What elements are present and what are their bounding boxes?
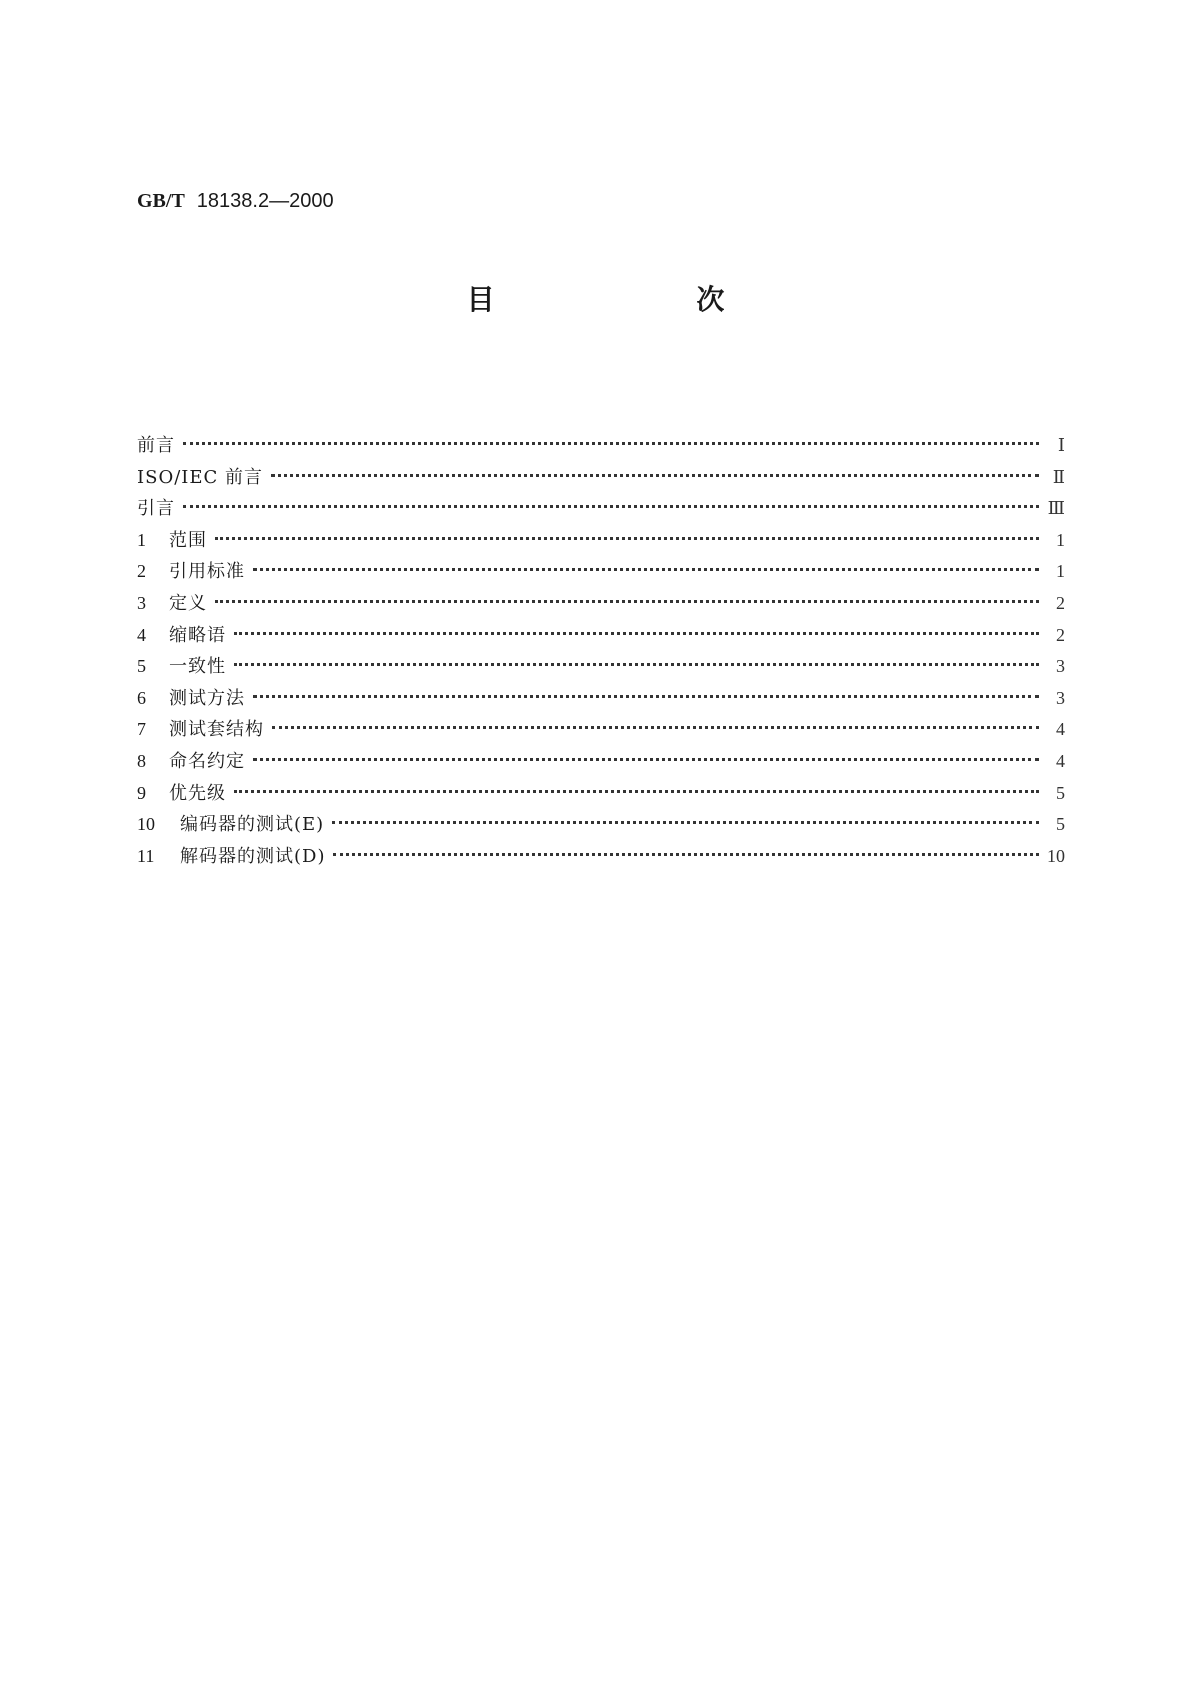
toc-entry-number: 4: [137, 624, 146, 645]
toc-entry-number: 10: [137, 814, 155, 835]
toc-entry-label: 解码器的测试(D): [180, 845, 326, 867]
toc-entry-label: 测试套结构: [169, 719, 264, 741]
toc-entry-page: Ⅲ: [1047, 498, 1065, 519]
toc-entry-label: 引言: [137, 498, 175, 520]
toc-entry-page: 2: [1056, 592, 1065, 613]
dot-leader: [332, 801, 1039, 824]
toc-entry-decoder-tests[interactable]: [137, 839, 1065, 871]
toc-entry-label: 缩略语: [169, 624, 226, 646]
toc-entry-page: 1: [1056, 561, 1065, 582]
toc-entry-label: 范围: [169, 529, 207, 551]
toc-entry-page: 10: [1047, 845, 1065, 866]
toc-entry-number: 3: [137, 592, 146, 613]
toc-entry-label: 一致性: [169, 656, 226, 678]
dot-leader: [272, 706, 1039, 729]
toc-entry-number: 5: [137, 656, 146, 677]
toc-entry-label: 定义: [169, 592, 207, 614]
toc-entry-page: Ⅱ: [1052, 466, 1065, 487]
standard-number: 18138.2—2000: [196, 190, 334, 212]
dot-leader: [215, 517, 1039, 540]
toc-entry-number: 2: [137, 561, 146, 582]
dot-leader: [183, 485, 1039, 508]
document-header: [137, 188, 334, 213]
dot-leader: [333, 833, 1039, 856]
toc-entry-number: 9: [137, 782, 146, 803]
toc-entry-number: 7: [137, 719, 146, 740]
page-title: 目 次: [466, 283, 821, 316]
toc-entry-label: 引用标准: [169, 561, 245, 583]
toc-entry-page: 4: [1056, 719, 1065, 740]
toc-entry-page: Ⅰ: [1057, 435, 1065, 455]
toc-entry-page: 3: [1056, 656, 1065, 677]
toc-entry-number: 1: [137, 529, 146, 550]
standard-code: GB/T: [137, 190, 185, 212]
toc-entry-number: 11: [137, 845, 155, 866]
dot-leader: [215, 580, 1039, 603]
toc-entry-page: 5: [1056, 814, 1065, 835]
toc-entry-page: 4: [1056, 750, 1065, 771]
toc-entry-page: 5: [1056, 782, 1065, 803]
toc-entry-label: 测试方法: [169, 687, 245, 709]
toc-entry-label: 编码器的测试(E): [180, 814, 325, 836]
toc-entry-page: 2: [1056, 624, 1065, 645]
dot-leader: [183, 422, 1039, 445]
dot-leader: [253, 675, 1039, 698]
toc-entry-number: 6: [137, 687, 146, 708]
dot-leader: [253, 548, 1039, 571]
dot-leader: [234, 770, 1039, 793]
toc-entry-number: 8: [137, 750, 146, 771]
toc-entry-label: 优先级: [169, 782, 226, 804]
dot-leader: [234, 643, 1039, 666]
toc-entry-label: ISO/IEC 前言: [137, 466, 264, 488]
toc-entry-page: 1: [1056, 529, 1065, 550]
toc-entry-label: 前言: [137, 435, 175, 456]
toc-entry-label: 命名约定: [169, 750, 245, 772]
toc-entry-page: 3: [1056, 687, 1065, 708]
dot-leader: [253, 738, 1039, 761]
table-of-contents: [137, 428, 1065, 870]
dot-leader: [271, 454, 1039, 477]
dot-leader: [234, 612, 1039, 635]
